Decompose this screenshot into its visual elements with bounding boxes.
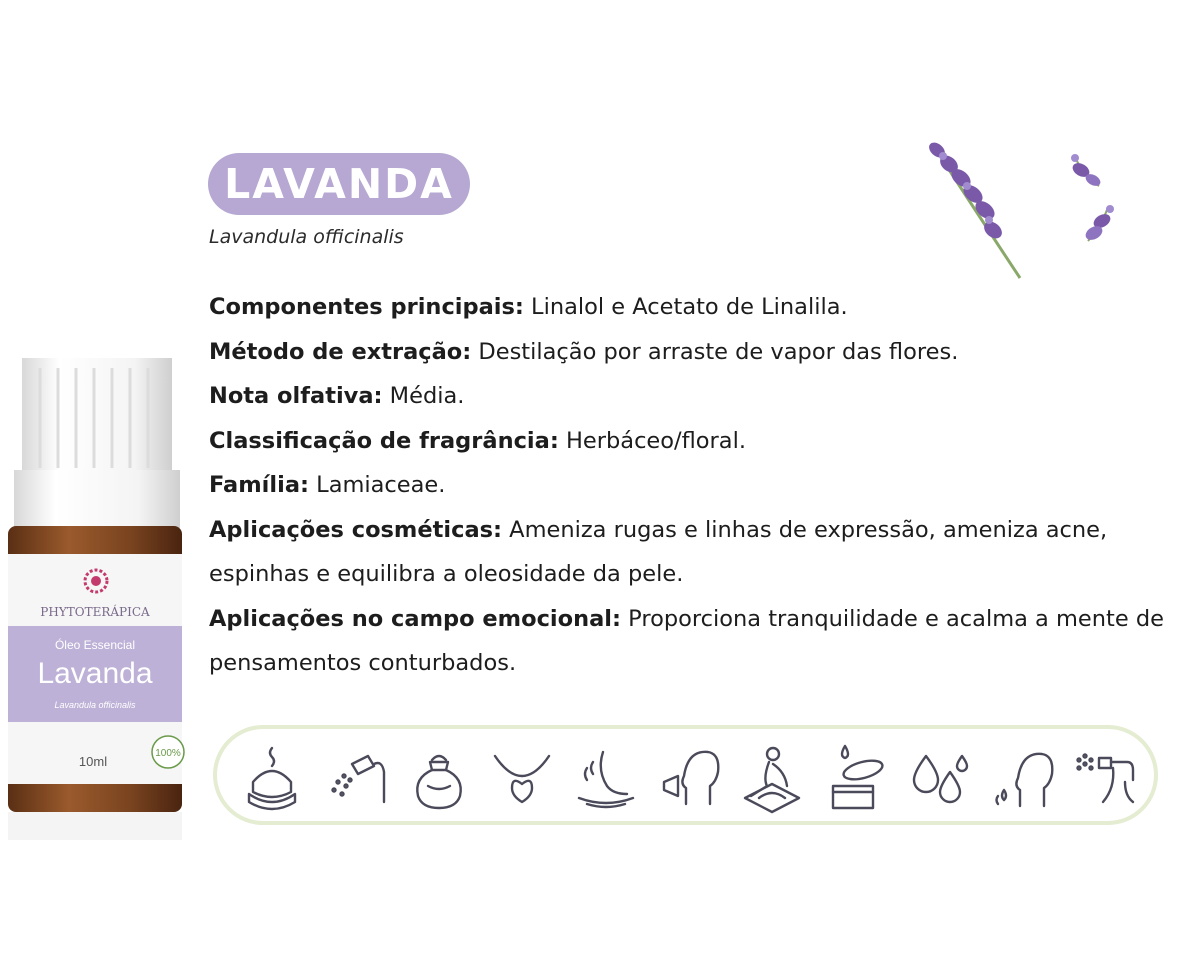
property-value: Ameniza rugas e linhas de expressão, ameniza acne, espinhas e equilibra a oleosidade da pele. bbox=[209, 516, 1108, 587]
properties-list bbox=[209, 285, 1164, 686]
foot-bath-icon bbox=[573, 742, 639, 814]
cream-jar-icon bbox=[823, 742, 889, 814]
property-olfactory-note bbox=[209, 374, 1164, 419]
page-title: LAVANDA bbox=[224, 160, 454, 208]
badge-text: 100% bbox=[155, 748, 181, 759]
property-label: Nota olfativa: bbox=[209, 383, 383, 409]
property-label: Classificação de fragrância: bbox=[209, 427, 559, 454]
property-cosmetic-uses bbox=[209, 508, 1164, 597]
bottle-volume: 10ml bbox=[78, 754, 108, 769]
diffuser-icon bbox=[239, 742, 305, 814]
property-value: Lamiaceae. bbox=[309, 472, 446, 498]
property-value: Linalol e Acetato de Linalila. bbox=[523, 294, 848, 320]
pendant-necklace-icon bbox=[489, 742, 555, 814]
property-value: Herbáceo/floral. bbox=[558, 427, 747, 454]
herbal-compress-icon bbox=[406, 742, 472, 814]
spray-icon bbox=[1073, 742, 1139, 814]
title-pill bbox=[208, 153, 470, 215]
shower-icon bbox=[322, 742, 388, 814]
property-extraction bbox=[209, 330, 1164, 375]
inhalation-icon bbox=[656, 742, 722, 814]
lavender-illustration bbox=[915, 120, 1150, 285]
bottle-name: Lavanda bbox=[37, 657, 153, 690]
property-label: Aplicações no campo emocional: bbox=[209, 605, 621, 632]
property-fragrance-class bbox=[209, 419, 1164, 464]
property-value: Proporciona tranquilidade e acalma a mente de pensamentos conturbados. bbox=[209, 605, 1164, 676]
property-value: Destilação por arraste de vapor das flores. bbox=[471, 338, 959, 365]
latin-name: Lavandula officinalis bbox=[209, 226, 404, 248]
massage-icon bbox=[739, 742, 805, 814]
property-label: Método de extração: bbox=[209, 338, 472, 365]
drops-icon bbox=[906, 742, 972, 814]
usage-icons-bar bbox=[213, 725, 1158, 825]
property-label: Aplicações cosméticas: bbox=[209, 516, 503, 543]
product-bottle-image bbox=[0, 358, 190, 840]
property-value: Média. bbox=[382, 383, 465, 409]
property-label: Família: bbox=[209, 472, 309, 498]
bottle-brand: PHYTOTERÁPICA bbox=[40, 605, 150, 619]
property-components bbox=[209, 285, 1164, 330]
bottle-subtitle: Óleo Essencial bbox=[54, 638, 136, 652]
aroma-inhalation-icon bbox=[990, 742, 1056, 814]
bottle-latin: Lavandula officinalis bbox=[54, 700, 136, 710]
property-family bbox=[209, 463, 1164, 508]
property-emotional-uses bbox=[209, 597, 1164, 686]
property-label: Componentes principais: bbox=[209, 294, 524, 320]
